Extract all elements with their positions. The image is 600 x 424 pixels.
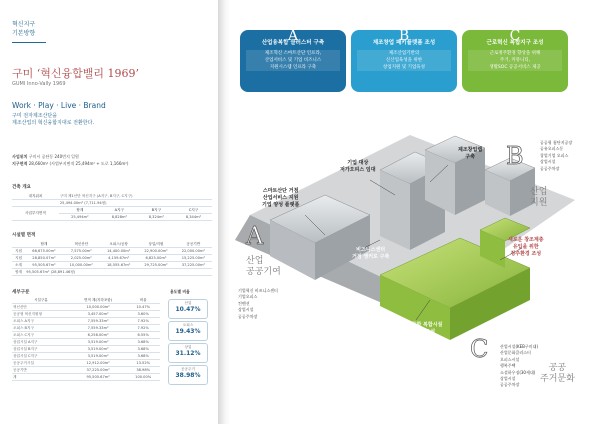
ratio-value: 10.47% (175, 306, 201, 313)
table-cell: 오피스 C지구 (12, 332, 70, 339)
table-cell: 상업시설 B지구 (12, 346, 70, 353)
table-row (12, 200, 212, 207)
table-cell: 18,555.67m² (100, 262, 137, 269)
table-cell: 28,850.07m² (25, 255, 62, 262)
card-a-line: 지원시스템 인프라 구축 (269, 65, 317, 70)
ratio-industry (168, 299, 208, 319)
table-row (12, 255, 212, 262)
facility-table (12, 241, 212, 276)
callout-line: 새로운 창조계층 (508, 237, 544, 243)
list-item: 공공주차장 (500, 382, 520, 388)
section-rule (12, 42, 46, 43)
table-header: 상업/지원 (137, 241, 174, 248)
ratio-office (168, 321, 208, 341)
card-c-letter: C (509, 28, 521, 44)
table-cell: 3,519.00m² (70, 353, 127, 360)
ratio-value: 38.98% (175, 372, 201, 379)
table-cell: 3.68% (126, 339, 160, 346)
list-item: 기업오피스 (238, 294, 258, 300)
list-item: 공유오피스동 (540, 146, 564, 152)
table-row (12, 262, 212, 269)
table-row (12, 353, 160, 360)
table-cell: 공공주거시설 (12, 360, 70, 367)
list-item: 상업시설 (238, 307, 254, 313)
table-cell: 100.00% (126, 374, 160, 381)
zone-a-letter: A (246, 222, 264, 250)
description-line1: 구미 전자제조산단을 (12, 113, 58, 119)
page-spine (218, 0, 230, 424)
zone-c-letter: C (470, 335, 489, 363)
zone-a-label (246, 256, 281, 278)
table-cell: 38.98% (126, 367, 160, 374)
table-header: 시설구분 (12, 297, 70, 304)
callout-line: 산업문화 복합시설 (402, 322, 443, 328)
table-cell: 상업시설 A지구 (12, 339, 70, 346)
card-b-line: 창업지원 및 기업육성 (383, 65, 425, 70)
table-cell: 상업시설 C지구 (12, 353, 70, 360)
table-cell: 8,324m² (138, 214, 175, 221)
table-cell: 공공형 혁신지원형 (12, 311, 70, 318)
table-cell: 3,457.00m² (70, 311, 127, 318)
table-row (12, 248, 212, 255)
zone-c-label (540, 363, 575, 385)
callout-line: 정주환경 조성 (510, 251, 542, 257)
area-value: 28,660m² (사업부지면적 25,494m² + 도로 1,166m²) (28, 160, 129, 166)
table-header: 비율 (126, 297, 160, 304)
section-label-line2: 기본방향 (12, 30, 36, 37)
card-a-letter: A (287, 28, 299, 44)
callout-line: 제조창업랩 (458, 147, 483, 153)
table-cell: 25,494.00m² (7,711.94평) (59, 200, 212, 207)
table-row (12, 360, 160, 367)
list-item: 컨벤션 (238, 300, 250, 306)
zone-a-sub: 공공기여 (246, 267, 281, 277)
zone-b-letter: B (506, 142, 524, 170)
callout-line: 구축 (465, 154, 475, 160)
program-list-a (238, 288, 278, 320)
zone-a-name: 산업 (246, 256, 264, 266)
table-cell: 29,725.00m² (137, 262, 174, 269)
zone-c-sub: 주거문화 (540, 374, 575, 384)
table-cell: 6,825.00m² (137, 255, 174, 262)
table-header: 혁신산단 (63, 241, 100, 248)
ratio-name: 공공주거 (181, 367, 195, 371)
tower-a-side (380, 170, 410, 250)
slogan: Work · Play · Live · Brand (12, 101, 106, 110)
card-c-line: 생활SOC 공공서비스 제공 (489, 65, 541, 70)
callout-startup (458, 147, 482, 161)
table-cell: 95,505.67m² (28,891.46평) (25, 269, 212, 276)
list-item: 산업문화클러스터 (500, 350, 531, 356)
table-header: 합계 (25, 241, 62, 248)
table-header: 공공기반 (175, 241, 212, 248)
callout-line: 기업 양성 플랫폼 (262, 202, 300, 208)
table-cell: 15,225.00m² (175, 255, 212, 262)
callout-line: 거점 앵커로 구축 (352, 254, 390, 260)
table-cell: 구미 제1산단 혁신지구 (A지구, B지구, C지구) (59, 193, 212, 200)
table-cell: 3.68% (126, 346, 160, 353)
table-cell: 10.47% (126, 304, 160, 311)
list-item: 공공형 첨단지공장 (540, 140, 573, 145)
table-header: 오피스/공장 (100, 241, 137, 248)
list-item: 창업기업 오피스 (540, 152, 569, 158)
table-cell: 95,505.67m² (70, 374, 127, 381)
table-row (12, 332, 160, 339)
table-cell: 3,519.00m² (70, 346, 127, 353)
callout-line: 비즈니스센터 (356, 247, 386, 253)
table-cell: 37,225.00m² (175, 262, 212, 269)
table-cell: 13.52% (126, 360, 160, 367)
detail-title: 세부구분 (12, 290, 30, 295)
ratio-commercial (168, 343, 208, 363)
left-page (0, 0, 218, 424)
list-item: 행복주택 (500, 363, 516, 369)
table-cell: 합계 (12, 269, 25, 276)
section-label-line1: 혁신지구 (12, 21, 36, 28)
list-item: 공공주차장 (238, 313, 258, 319)
zone-b-label (530, 187, 547, 209)
table-row (12, 374, 160, 381)
description-line2: 제조산업의 혁신융합지대로 전환한다. (12, 120, 95, 126)
ratio-name: 산업 (184, 301, 192, 305)
table-header: B지구 (138, 207, 175, 214)
table-cell: 소계 (12, 262, 25, 269)
table-row (12, 269, 212, 276)
table-cell: 3.60% (126, 311, 160, 318)
table-header: 면적 계(지하포함) (70, 297, 127, 304)
list-item: 기업혁신 비즈니스센터 (238, 288, 278, 293)
table-cell: 3,519.00m² (70, 339, 127, 346)
ratio-name: 오피스 (182, 323, 194, 327)
page-title: 구미 ‘혁신융합밸리 1969’ (12, 67, 139, 80)
program-list-c (500, 344, 538, 389)
table-cell: 7.92% (126, 325, 160, 332)
list-item: 산업시설(KEB구미대) (500, 344, 539, 349)
table-cell: 오피스 A지구 (12, 318, 70, 325)
detail-table (12, 297, 160, 381)
facility-title: 시설별 면적 (12, 233, 36, 238)
location-value: 구미시 공단동 240번지 일원 (28, 154, 79, 159)
callout-line: 저가오피스 임대 (340, 167, 376, 173)
card-a-line: 산업서비스 및 기업 비즈니스 (264, 58, 322, 63)
table-cell: 7.92% (126, 318, 160, 325)
callout-residence (508, 237, 544, 258)
table-cell: 지원 (12, 248, 25, 255)
callout-office (340, 160, 376, 174)
table-row (12, 367, 160, 374)
table-cell: 22,900.00m² (137, 248, 174, 255)
table-header: 합계 (59, 207, 101, 214)
section-label (12, 20, 35, 38)
table-cell: 37,225.00m² (70, 367, 127, 374)
card-c-line: 근로정주환경 향상을 위해 (489, 51, 541, 56)
table-row (12, 304, 160, 311)
table-cell: 사업부지면적 (12, 207, 59, 221)
table-cell: 22,000.00m² (175, 248, 212, 255)
table-header: A지구 (101, 207, 138, 214)
table-cell: 10,000.00m² (63, 262, 100, 269)
table-cell: 10,000.00m² (70, 304, 127, 311)
table-row (12, 311, 160, 318)
table-cell: 3.68% (126, 353, 160, 360)
table-cell: 공공기반 (12, 367, 70, 374)
description (12, 113, 94, 127)
ratio-public-housing (168, 365, 208, 385)
list-item: 상업시설 (500, 376, 516, 382)
table-cell: 지원 (12, 255, 25, 262)
callout-line: 스마트산단 거점 (262, 188, 299, 194)
card-b-text (357, 50, 451, 71)
card-c-text (468, 50, 562, 71)
table-cell: 6.55% (126, 332, 160, 339)
table-cell: 7,559.33m² (70, 325, 127, 332)
table-cell: 95,505.67m² (25, 262, 62, 269)
table-cell: 8,828m² (101, 214, 138, 221)
card-b-letter: B (398, 28, 410, 44)
table-cell: 계 (12, 374, 70, 381)
callout-business (352, 247, 389, 261)
card-a-line: 제조혁신 스마트산단 인프라, (264, 51, 322, 56)
card-a-header: 산업융복합 클러스터 구축 (261, 40, 325, 46)
area-label: 지구면적 (12, 160, 28, 166)
building-table (12, 193, 212, 221)
table-header: C지구 (175, 207, 212, 214)
callout-line: 기업 대상 (347, 160, 369, 166)
table-cell: 2,025.00m² (63, 255, 100, 262)
table-cell: 8,344m² (175, 214, 212, 221)
ratio-value: 31.12% (175, 350, 201, 357)
card-c-header: 근로혁신 복합지구 조성 (486, 40, 544, 46)
table-cell: 12,912.00m² (70, 360, 127, 367)
table-row (12, 346, 160, 353)
page-subtitle: GUMI Inno-Vally 1969 (12, 81, 66, 87)
ratio-title: 용도별 비율 (170, 289, 190, 294)
table-cell: 7,575.00m² (63, 248, 100, 255)
location-label: 사업위치 (12, 154, 28, 159)
card-b-header: 제조창업 패키플랫폼 조성 (372, 40, 436, 46)
list-item: 상업시설 (540, 159, 556, 165)
card-b-line: 신산업육성을 위한 (385, 58, 423, 63)
card-c-line: 주거, 커뮤니티, (499, 58, 531, 63)
table-cell: 대지위치 (12, 193, 59, 200)
list-item: 소셜하우징(30세대) (500, 369, 536, 375)
table-cell (12, 200, 59, 207)
table-cell: 6,256.00m² (70, 332, 127, 339)
table-cell: 14,400.00m² (100, 248, 137, 255)
ratio-value: 19.43% (175, 328, 201, 335)
table-row (12, 318, 160, 325)
table-cell: 오피스 B지구 (12, 325, 70, 332)
zone-b-name: 산업 (530, 187, 548, 197)
zone-c-name: 공공 (548, 363, 567, 373)
table-cell: 혁신산단 (12, 304, 70, 311)
callout-line: 산업서비스 지원 (262, 195, 299, 201)
callout-smart (262, 188, 299, 209)
list-item: 오피스시설 (500, 356, 520, 362)
site-meta (12, 154, 128, 167)
callout-line: 및 공원조성 (409, 329, 436, 335)
program-list-b (540, 140, 572, 172)
card-a-text (246, 50, 340, 71)
callout-line: 유입을 위한 (512, 244, 539, 250)
table-row (12, 325, 160, 332)
list-item: 공공주차장 (540, 165, 560, 171)
table-cell: 7,559.33m² (70, 318, 127, 325)
table-cell: 25,494m² (59, 214, 101, 221)
building-title: 건축 개요 (12, 185, 31, 190)
table-cell: 66,675.00m² (25, 248, 62, 255)
table-cell: 4,159.67m² (100, 255, 137, 262)
table-row (12, 207, 212, 214)
ratio-name: 상업 (184, 345, 192, 349)
callout-culture (402, 322, 442, 336)
table-row (12, 339, 160, 346)
card-b-line: 제조산업기반의 (388, 51, 420, 56)
zone-b-sub: 지원 (530, 198, 548, 208)
